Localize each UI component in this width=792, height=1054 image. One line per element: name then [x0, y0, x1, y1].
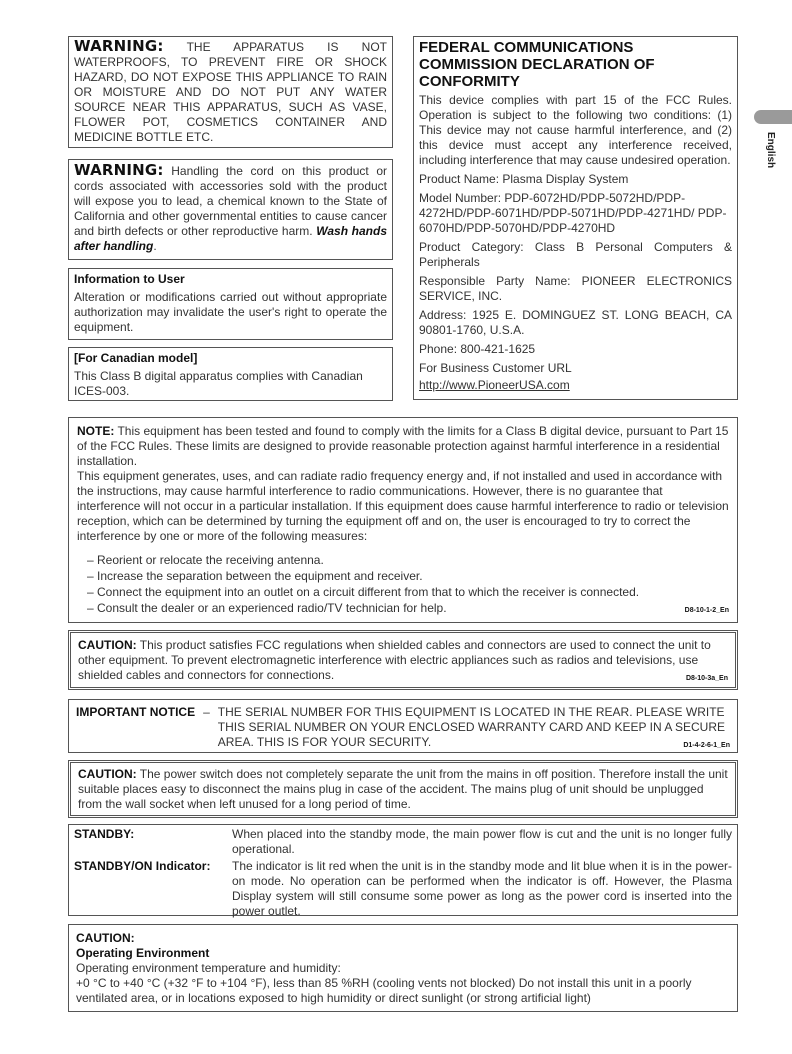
important-notice-label: IMPORTANT NOTICE — [76, 705, 196, 719]
warning-heading: WARNING: — [74, 37, 164, 55]
fcc-url-label: For Business Customer URL — [419, 361, 572, 375]
caution-label: CAUTION: — [78, 767, 137, 781]
list-item: – Reorient or relocate the receiving antenna. — [87, 553, 324, 567]
list-item: – Increase the separation between the equipment and receiver. — [87, 569, 423, 583]
caution-label: CAUTION: — [76, 931, 135, 945]
doc-code: D8-10-3a_En — [685, 675, 728, 682]
language-label: English — [765, 132, 776, 169]
wash-hands-emphasis: Wash hands after handling — [74, 224, 387, 253]
info-heading: Information to User — [74, 272, 185, 286]
caution-text: This product satisfies FCC regulations when shielded cables and connectors are used to connect the unit to other equipment. To prevent electromagnetic interference with electric appliances such as radios and televisions, use shielded cables and connectors for connections. — [78, 638, 711, 682]
pioneer-url-link[interactable]: http://www.PioneerUSA.com — [419, 378, 570, 392]
caution-power-switch-box — [68, 760, 738, 818]
standby-term: STANDBY: — [74, 827, 135, 841]
standby-desc: When placed into the standby mode, the main power flow is cut and the unit is no longer fully operational. — [232, 827, 732, 856]
note-paragraph-2: This equipment generates, uses, and can radiate radio frequency energy and, if not installed and used in accordance with the instructions, may cause harmful interference to radio communications. However, there is no guarantee that interference will not occur in a particular installation. If this equipment does cause harmful interference to radio or television reception, which can be determined by turning the equipment off and on, the user is encouraged to try to correct the interference by one or more of the following measures: — [77, 469, 729, 543]
fcc-responsible-party: Responsible Party Name: PIONEER ELECTRONICS SERVICE, INC. — [419, 274, 732, 303]
standby-table — [74, 827, 732, 919]
measures-list — [87, 552, 729, 616]
warning-heading: WARNING: — [74, 161, 164, 179]
fcc-heading: FEDERAL COMMUNICATIONS COMMISSION DECLARATION OF CONFORMITY — [419, 39, 655, 90]
fcc-declaration-box — [413, 36, 738, 400]
standby-desc: The indicator is lit red when the unit is in the standby mode and lit blue when it is in the power-on mode. No operation can be performed when the indicator is off. However, the Plasma Display system will still consume some power as long as the power cord is inserted into the power outlet. — [232, 859, 732, 918]
operating-env-line-1: Operating environment temperature and humidity: — [76, 961, 341, 975]
standby-term: STANDBY/ON Indicator: — [74, 859, 211, 873]
operating-environment-heading: Operating Environment — [76, 946, 210, 960]
fcc-address: Address: 1925 E. DOMINGUEZ ST. LONG BEACH, CA 90801-1760, U.S.A. — [419, 308, 732, 337]
list-item: – Connect the equipment into an outlet on a circuit different from that to which the receiver is connected. — [87, 585, 640, 599]
caution-operating-environment-box — [68, 924, 738, 1012]
important-notice-text: THE SERIAL NUMBER FOR THIS EQUIPMENT IS LOCATED IN THE REAR. PLEASE WRITE THIS SERIAL NUMBER ON YOUR ENCLOSED WARRANTY CARD AND KEEP IN A SECURE AREA. THIS IS FOR YOUR SECURITY. — [217, 705, 726, 749]
note-label: NOTE: — [77, 424, 115, 438]
warning-lead-box: WARNING: Handling the cord on this product or cords associated with accessories sold with the product will expose you to lead, a chemical known to the State of California and other governmental entities to cause cancer and birth defects or other reproductive harm. Wash hands after handling. — [68, 159, 393, 260]
note-paragraph-1: This equipment has been tested and found to comply with the limits for a Class B digital device, pursuant to Part 15 of the FCC Rules. These limits are designed to provide reasonable protection against harmful interference in a residential installation. — [77, 424, 729, 468]
canadian-heading: [For Canadian model] — [74, 351, 198, 365]
operating-env-line-2: +0 °C to +40 °C (+32 °F to +104 °F), less than 85 %RH (cooling vents not blocked) Do not install this unit in a poorly ventilated area, or in locations exposed to high humidity or direct sunlight (or strong artificial light) — [76, 976, 692, 1005]
warning-waterproof-box — [68, 36, 393, 148]
important-notice-box: IMPORTANT NOTICE – THE SERIAL NUMBER FOR THIS EQUIPMENT IS LOCATED IN THE REAR. PLEASE WRITE THIS SERIAL NUMBER ON YOUR ENCLOSED WARRANTY CARD AND KEEP IN A SECURE AREA. THIS IS FOR YOUR SECURITY. D1-4-2-6-1_En — [68, 699, 738, 753]
caution-shielded-cables-box — [68, 630, 738, 690]
doc-code: D8-10-1-2_En — [684, 607, 729, 614]
fcc-phone: Phone: 800-421-1625 — [419, 342, 536, 356]
warning-text: THE APPARATUS IS NOT WATERPROOFS, TO PREVENT FIRE OR SHOCK HAZARD, DO NOT EXPOSE THIS APPLIANCE TO RAIN OR MOISTURE AND DO NOT PUT ANY WATER SOURCE NEAR THIS APPARATUS, SUCH AS VASE, FLOWER POT, COSMETICS CONTAINER AND MEDICINE BOTTLE ETC. — [74, 40, 387, 144]
info-text: Alteration or modifications carried out without appropriate authorization may invalidate the user's right to operate the equipment. — [74, 290, 387, 334]
information-to-user-box — [68, 268, 393, 340]
fcc-product-name: Product Name: Plasma Display System — [419, 172, 629, 186]
fcc-intro: This device complies with part 15 of the FCC Rules. Operation is subject to the following two conditions: (1) This device may not cause harmful interference, and (2) this device must accept any interference received, including interference that may cause undesired operation. — [419, 93, 732, 167]
caution-label: CAUTION: — [78, 638, 137, 652]
standby-box — [68, 824, 738, 916]
fcc-product-category: Product Category: Class B Personal Computers & Peripherals — [419, 240, 732, 269]
doc-code: D1-4-2-6-1_En — [683, 742, 730, 749]
table-row — [74, 857, 732, 919]
caution-text: The power switch does not completely separate the unit from the mains in off position. Therefore install the unit suitable places easy to disconnect the mains plug in case of the accident. The mains plug of unit should be unplugged from the wall socket when left unused for a long period of time. — [78, 767, 728, 811]
canadian-text: This Class B digital apparatus complies with Canadian ICES-003. — [74, 369, 363, 398]
fcc-model-number: Model Number: PDP-6072HD/PDP-5072HD/PDP-4272HD/PDP-6071HD/PDP-5071HD/PDP-4271HD/ PDP-6070HD/PDP-5070HD/PDP-4270HD — [419, 191, 727, 235]
language-tab — [754, 110, 792, 124]
canadian-model-box — [68, 347, 393, 401]
warning-text: Handling the cord on this product or cords associated with accessories sold with the product will expose you to lead, a chemical known to the State of California and other governmental entities to cause cancer and birth defects or other reproductive harm. — [74, 164, 387, 238]
list-item: – Consult the dealer or an experienced radio/TV technician for help. D8-10-1-2_En — [87, 600, 729, 616]
fcc-note-box — [68, 417, 738, 623]
table-row — [74, 827, 732, 857]
